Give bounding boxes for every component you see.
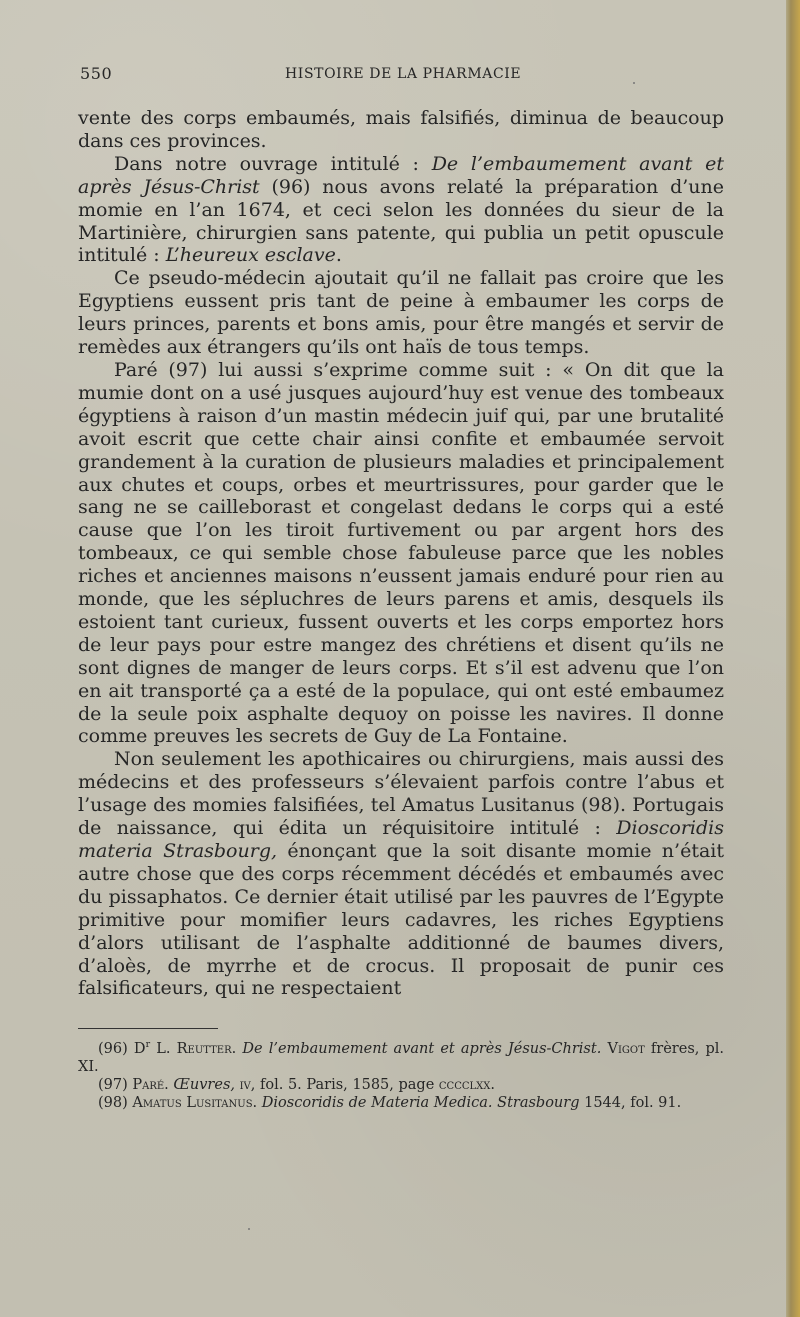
footnote-97-volume: iv, — [239, 1077, 256, 1093]
footnote-98-year: 1544, — [584, 1095, 626, 1111]
footnote-96-publisher: Vigot — [607, 1041, 645, 1057]
main-text-block — [78, 107, 724, 1022]
running-title: HISTOIRE DE LA PHARMACIE — [285, 66, 522, 82]
footnotes-block — [78, 1040, 724, 1112]
footnote-97-title: Œuvres, — [173, 1077, 235, 1093]
footnote-97-author: Paré. — [132, 1077, 169, 1093]
paper-speck — [248, 1228, 250, 1230]
footnote-96-rest: frères, pl. XI. — [78, 1041, 725, 1075]
paragraph-3: Ce pseudo-médecin ajoutait qu’il ne fallait pas croire que les Egyptiens eussent pris tant de peine à embaumer les corps de leurs princes, parents et bons amis, pour être mangés et servir de remèdes aux étrangers qu’ils ont haïs de tous temps. — [78, 267, 724, 359]
book-title-embaumement: De l’embaumement avant et après Jésus-Christ — [78, 152, 724, 198]
page-number: 550 — [80, 64, 113, 83]
footnote-98-rest: fol. 91. — [630, 1095, 682, 1111]
page-edge-strip — [786, 0, 800, 1317]
paragraph-2 — [78, 153, 724, 268]
footnote-98-number: (98) — [98, 1095, 128, 1111]
footnote-96-dr: D — [133, 1041, 146, 1057]
paper-speck — [633, 82, 635, 84]
opuscule-title: L’heureux esclave — [165, 244, 336, 267]
footnote-98-author: Amatus Lusitanus. — [132, 1095, 258, 1111]
paragraph-2-end: . — [335, 244, 342, 267]
footnote-97 — [78, 1076, 724, 1094]
footnote-97-number: (97) — [98, 1077, 128, 1093]
footnote-96-author: L. Reutter. — [156, 1041, 237, 1057]
paragraph-5-body: énonçant que la soit disante momie n’était autre chose que des corps récemment décédés et embaumés avec du pissaphatos. Ce dernier était utilisé par les pauvres de l’Egypte primitive pour momifier leurs cadavres, les riches Egyptiens d’alors utilisant de l’asphalte additionné de baumes divers, d’aloès, de myrrhe et de crocus. Il proposait de punir ces falsificateurs, qui ne respectaient — [78, 840, 725, 1000]
footnote-96 — [78, 1040, 724, 1076]
paragraph-2-body: (96) nous avons relaté la préparation d’une momie en l’an 1674, et ceci selon les données du sieur de la Martinière, chirurgien sans patente, qui publia un petit opuscule intitulé : — [78, 175, 724, 267]
footnote-98 — [78, 1094, 724, 1112]
page-header — [80, 64, 720, 88]
paragraph-1: vente des corps embaumés, mais falsifiés, diminua de beaucoup dans ces provinces. — [78, 107, 724, 152]
footnote-97-rest: fol. 5. Paris, 1585, page — [260, 1077, 435, 1093]
footnote-96-title: De l’embaumement avant et après Jésus-Christ. — [242, 1041, 602, 1057]
paragraph-5 — [78, 748, 724, 1000]
paragraph-5-intro: Non seulement les apothicaires ou chirurgiens, mais aussi des médecins et des professeurs s’élevaient parfois contre l’abus et l’usage des momies falsifiées, tel Amatus Lusitanus (98). Portugais de naissance, qui édita un réquisitoire intitulé : — [78, 748, 724, 840]
footnote-96-dr-superscript: r — [145, 1039, 151, 1051]
dioscoridis-title: Dioscoridis materia Strasbourg, — [78, 817, 724, 862]
footnote-96-number: (96) — [98, 1041, 128, 1057]
footnote-97-page: cccclxx. — [438, 1077, 495, 1093]
paragraph-4: Paré (97) lui aussi s’exprime comme suit : « On dit que la mumie dont on a usé jusques aujourd’huy est venue des tombeaux égyptiens à raison d’un mastin médecin juif qui, par une brutalité avoit escrit que cette chair ainsi confite et embaumée servoit grandement à la curation de plusieurs maladies et principalement aux chutes et coups, orbes et meurtrissures, pour garder que le sang ne se cailleborast et congelast dedans le corps qui a esté cause que l’on les tiroit furtivement ou par argent hors des tombeaux, ce qui semble chose fabuleuse parce que les nobles riches et anciennes maisons n’eussent jamais enduré pour rien au monde, que les sépluchres de leurs parens et amis, desquels ils estoient tant curieux, fussent ouverts et les corps emportez hors de leur pays pour estre mangez des chrétiens et disent qu’ils ne sont dignes de manger de leurs corps. Et s’il est advenu que l’on en ait transporté ça a esté de la populace, qui ont esté embaumez de la seule poix asphalte dequoy on poisse les navires. Il donne comme preuves les secrets de Guy de La Fontaine. — [78, 358, 724, 748]
footnote-divider — [78, 1028, 218, 1029]
paragraph-2-intro: Dans notre ouvrage intitulé : — [114, 152, 432, 175]
footnote-98-place: Strasbourg — [497, 1095, 580, 1111]
footnote-98-title: Dioscoridis de Materia Medica. — [261, 1095, 493, 1111]
